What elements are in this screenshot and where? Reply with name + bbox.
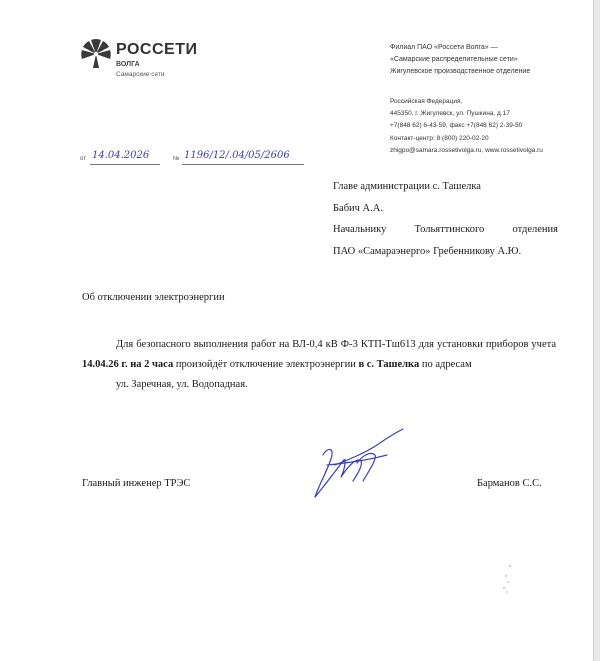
outage-place: в с. Ташелка (358, 359, 420, 370)
signatory-position: Главный инженер ТРЭС (82, 478, 191, 489)
date-label: от (80, 156, 86, 162)
outage-date: 14.04.26 г. на 2 часа (82, 359, 174, 370)
body-text-segment: Для безопасного выполнения работ на ВЛ-0,4 кВ Ф-3 КТП-Тш613 для установки приборов учета (116, 339, 556, 350)
company-logo (80, 38, 230, 86)
addressee-line: Начальнику Тольяттинского отделения (333, 224, 558, 235)
signatory-name: Барманов С.С. (477, 478, 542, 489)
date-underline (90, 164, 160, 165)
number-underline (182, 164, 304, 165)
handwritten-signature (305, 425, 415, 505)
letter-body (82, 335, 556, 395)
street-list: ул. Заречная, ул. Водопадная. (116, 379, 248, 390)
contact-line: 445350, г. Жигулевск, ул. Пушкина, д.17 (390, 110, 510, 118)
addressee-line: ПАО «Самараэнерго» Гребенникову А.Ю. (333, 245, 522, 257)
contacts-block (390, 96, 594, 157)
contact-line: Российская Федерация, (390, 98, 463, 105)
number-label: № (173, 156, 180, 162)
registration-number: 1196/12/.04/05/2606 (184, 150, 290, 161)
registration-date: 14.04.2026 (92, 150, 150, 161)
addressee-line: Бабич А.А. (333, 202, 383, 214)
addressee-line: Главе администрации с. Ташелка (333, 181, 481, 192)
rosseti-fan-icon (80, 38, 112, 70)
brand-subtitle: ВОЛГА (116, 61, 140, 68)
contact-line: zhigpo@samara.rossetivolga.ru, www.rossetivolga.ru (390, 146, 543, 154)
contact-line: Контакт-центр: 8 (800) 220-02-20 (390, 134, 489, 142)
registration-line (80, 146, 310, 168)
body-text-segment: произойдёт отключение электроэнергии (173, 359, 359, 370)
org-line: Жигулевское производственное отделение (390, 68, 531, 75)
paper-specks (496, 562, 526, 602)
org-line: «Самарские распределительные сети» (390, 56, 518, 63)
contact-line: +7(848 62) 6-43-59, факс +7(848 62) 2-39-50 (390, 122, 523, 130)
org-line: Филиал ПАО «Россети Волга» — (390, 44, 498, 51)
letter-subject: Об отключении электроэнергии (82, 292, 225, 303)
body-paragraph (82, 335, 556, 375)
addressee-block (333, 176, 558, 262)
organization-block (390, 42, 590, 78)
brand-name: РОССЕТИ (116, 41, 198, 58)
brand-branch: Самарские сети (116, 71, 165, 78)
body-text-segment: по адресам (419, 359, 472, 370)
